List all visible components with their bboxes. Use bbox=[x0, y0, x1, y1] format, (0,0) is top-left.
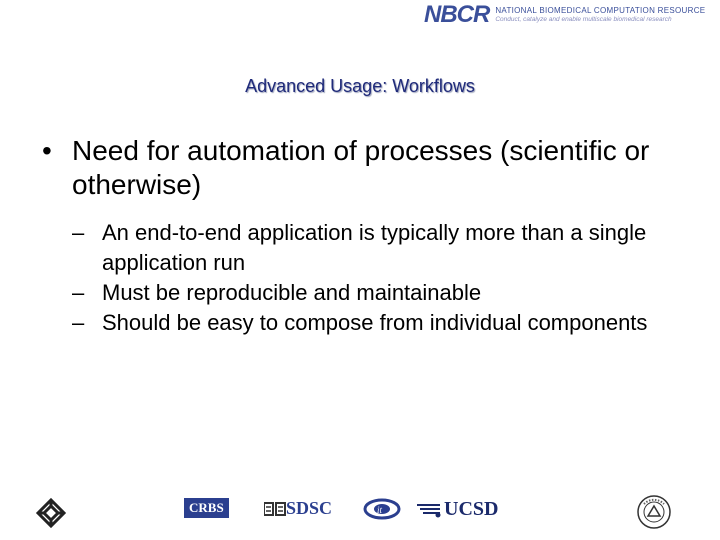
footer-logos bbox=[0, 492, 720, 536]
main-bullet-text: Need for automation of processes (scientific or otherwise) bbox=[72, 135, 650, 200]
slide-title: Advanced Usage: Workflows bbox=[245, 76, 475, 96]
sub-bullet-text: Must be reproducible and maintainable bbox=[102, 280, 482, 305]
dash-icon: – bbox=[72, 310, 85, 335]
sub-bullet-item bbox=[72, 308, 672, 338]
nbcr-header-logo bbox=[424, 2, 705, 28]
ucsd-logo-text: UCSD bbox=[444, 498, 499, 520]
nbcr-logo-mark: NBCR bbox=[424, 1, 490, 28]
crbs-logo-text: CRBS bbox=[184, 498, 229, 518]
sdsc-emblem-icon bbox=[264, 501, 286, 517]
swirl-logo-icon bbox=[362, 496, 402, 522]
main-bullet bbox=[42, 134, 682, 202]
nbcr-logo-text bbox=[495, 6, 705, 24]
crbs-logo bbox=[184, 498, 229, 518]
sub-bullet-list bbox=[72, 218, 672, 338]
nbcr-logo-line1: NATIONAL BIOMEDICAL COMPUTATION RESOURCE bbox=[495, 6, 706, 15]
ucsd-logo bbox=[416, 498, 498, 521]
sub-bullet-item bbox=[72, 278, 672, 308]
dash-icon: – bbox=[72, 280, 85, 305]
dash-icon: – bbox=[72, 220, 85, 245]
ucsd-wings-icon bbox=[416, 502, 442, 518]
svg-text:it: it bbox=[377, 505, 383, 515]
left-emblem-icon bbox=[34, 496, 68, 530]
institution-seal-icon bbox=[636, 494, 672, 530]
sub-bullet-text: Should be easy to compose from individual components bbox=[102, 310, 648, 335]
bullet-icon: • bbox=[42, 135, 52, 166]
nbcr-logo-line2: Conduct, catalyze and enable multiscale biomedical research bbox=[495, 16, 672, 23]
sub-bullet-text: An end-to-end application is typically more than a single application run bbox=[102, 220, 647, 275]
sdsc-logo-text: SDSC bbox=[286, 498, 333, 518]
sdsc-logo bbox=[264, 498, 332, 519]
sub-bullet-item bbox=[72, 218, 672, 278]
